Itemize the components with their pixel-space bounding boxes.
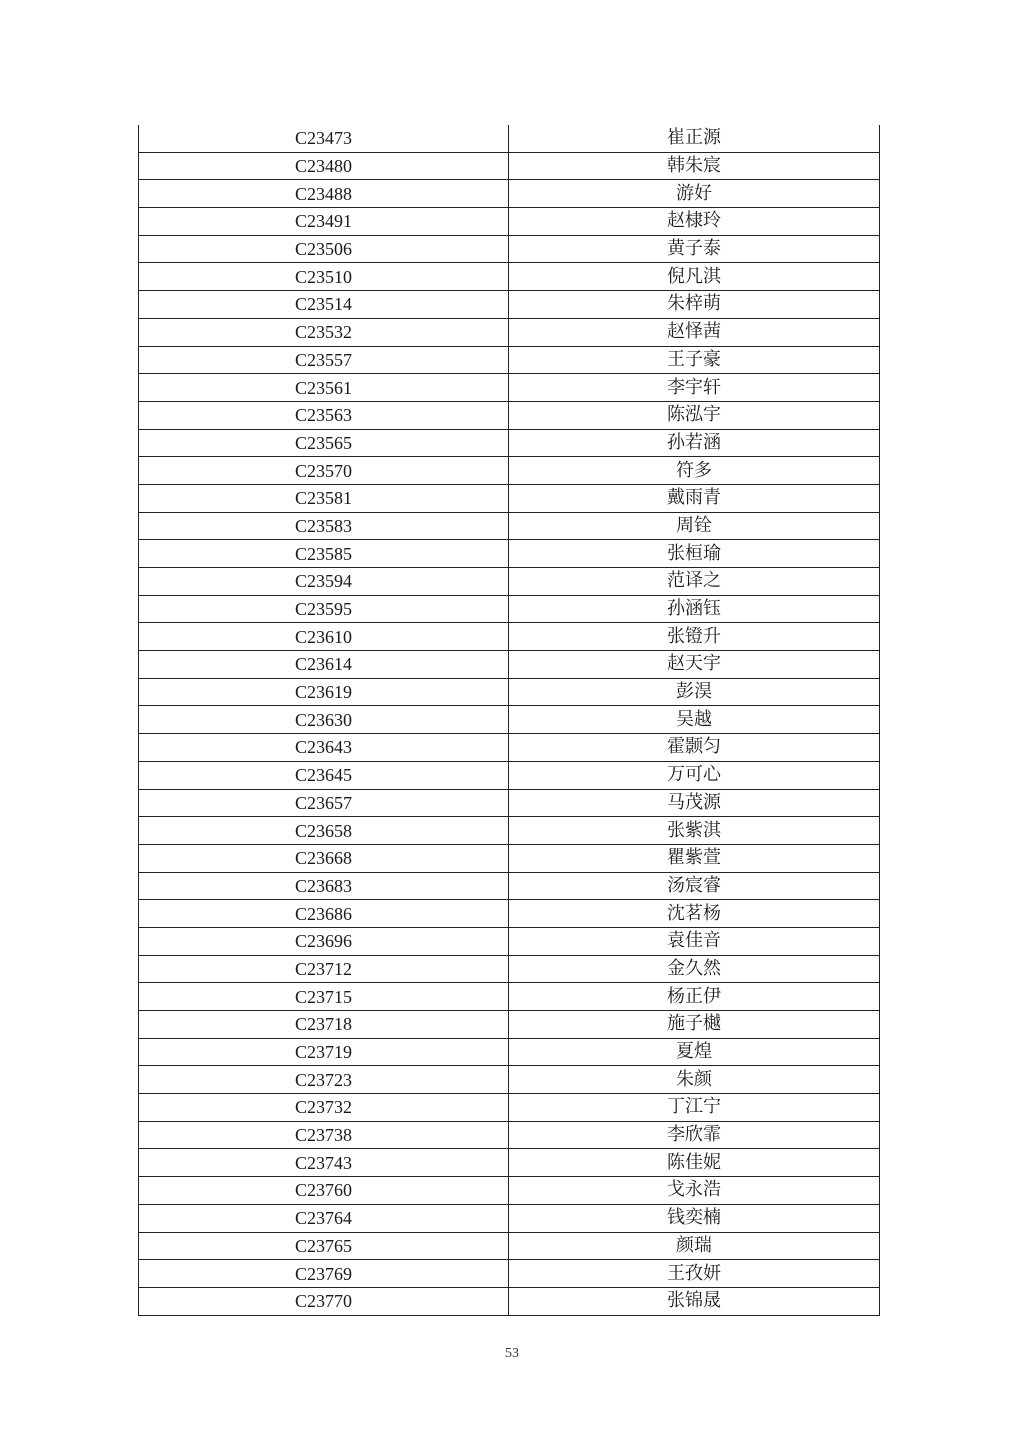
student-id-cell: C23718 [139, 1011, 509, 1039]
table-row [139, 789, 880, 817]
table-row [139, 484, 880, 512]
student-id-cell: C23765 [139, 1232, 509, 1260]
table-row [139, 983, 880, 1011]
student-name-cell: 朱梓萌 [509, 291, 880, 319]
table-row [139, 761, 880, 789]
roster-table-body [139, 125, 880, 1315]
table-row [139, 1094, 880, 1122]
student-name-cell: 赵天宇 [509, 651, 880, 679]
student-name-cell: 汤宸睿 [509, 872, 880, 900]
student-id-cell: C23732 [139, 1094, 509, 1122]
student-id-cell: C23595 [139, 595, 509, 623]
table-row [139, 346, 880, 374]
table-row [139, 152, 880, 180]
student-id-cell: C23488 [139, 180, 509, 208]
table-row [139, 374, 880, 402]
student-id-cell: C23480 [139, 152, 509, 180]
table-row [139, 955, 880, 983]
table-row [139, 844, 880, 872]
student-name-cell: 金久然 [509, 955, 880, 983]
table-row [139, 927, 880, 955]
student-name-cell: 孙若涵 [509, 429, 880, 457]
roster-table [138, 125, 880, 1316]
student-id-cell: C23769 [139, 1260, 509, 1288]
student-id-cell: C23668 [139, 844, 509, 872]
student-name-cell: 游好 [509, 180, 880, 208]
table-row [139, 125, 880, 152]
table-row [139, 1260, 880, 1288]
table-row [139, 623, 880, 651]
student-name-cell: 符多 [509, 457, 880, 485]
student-id-cell: C23643 [139, 734, 509, 762]
student-id-cell: C23764 [139, 1204, 509, 1232]
table-row [139, 291, 880, 319]
student-id-cell: C23563 [139, 401, 509, 429]
student-id-cell: C23658 [139, 817, 509, 845]
table-row [139, 1204, 880, 1232]
student-id-cell: C23532 [139, 318, 509, 346]
table-row [139, 706, 880, 734]
table-row [139, 1149, 880, 1177]
table-row [139, 1011, 880, 1039]
student-id-cell: C23614 [139, 651, 509, 679]
student-name-cell: 陈佳妮 [509, 1149, 880, 1177]
student-id-cell: C23491 [139, 208, 509, 236]
student-name-cell: 范译之 [509, 568, 880, 596]
table-row [139, 900, 880, 928]
student-name-cell: 张锦晟 [509, 1287, 880, 1315]
table-row [139, 429, 880, 457]
table-row [139, 872, 880, 900]
student-name-cell: 彭淏 [509, 678, 880, 706]
student-name-cell: 王子豪 [509, 346, 880, 374]
table-row [139, 734, 880, 762]
student-id-cell: C23585 [139, 540, 509, 568]
table-row [139, 318, 880, 346]
student-name-cell: 颜瑞 [509, 1232, 880, 1260]
student-id-cell: C23594 [139, 568, 509, 596]
student-id-cell: C23723 [139, 1066, 509, 1094]
table-row [139, 1038, 880, 1066]
table-row [139, 651, 880, 679]
student-name-cell: 杨正伊 [509, 983, 880, 1011]
student-name-cell: 张紫淇 [509, 817, 880, 845]
student-id-cell: C23510 [139, 263, 509, 291]
student-id-cell: C23506 [139, 235, 509, 263]
table-row [139, 1177, 880, 1205]
student-id-cell: C23770 [139, 1287, 509, 1315]
student-id-cell: C23686 [139, 900, 509, 928]
student-name-cell: 张桓瑜 [509, 540, 880, 568]
student-name-cell: 王孜妍 [509, 1260, 880, 1288]
table-row [139, 401, 880, 429]
student-name-cell: 丁江宁 [509, 1094, 880, 1122]
student-name-cell: 施子樾 [509, 1011, 880, 1039]
student-name-cell: 陈泓宇 [509, 401, 880, 429]
student-id-cell: C23583 [139, 512, 509, 540]
student-name-cell: 戴雨青 [509, 484, 880, 512]
table-row [139, 208, 880, 236]
student-id-cell: C23719 [139, 1038, 509, 1066]
student-name-cell: 李宇轩 [509, 374, 880, 402]
student-id-cell: C23696 [139, 927, 509, 955]
student-name-cell: 马茂源 [509, 789, 880, 817]
student-id-cell: C23619 [139, 678, 509, 706]
table-row [139, 1232, 880, 1260]
student-name-cell: 李欣霏 [509, 1121, 880, 1149]
student-id-cell: C23570 [139, 457, 509, 485]
student-name-cell: 周铨 [509, 512, 880, 540]
student-id-cell: C23565 [139, 429, 509, 457]
student-id-cell: C23657 [139, 789, 509, 817]
student-name-cell: 霍颢匀 [509, 734, 880, 762]
table-row [139, 568, 880, 596]
table-row [139, 263, 880, 291]
student-name-cell: 夏煌 [509, 1038, 880, 1066]
table-row [139, 512, 880, 540]
student-id-cell: C23561 [139, 374, 509, 402]
student-id-cell: C23760 [139, 1177, 509, 1205]
table-row [139, 1066, 880, 1094]
table-row [139, 1121, 880, 1149]
student-id-cell: C23557 [139, 346, 509, 374]
page-number: 53 [505, 1346, 519, 1361]
student-name-cell: 孙涵钰 [509, 595, 880, 623]
student-id-cell: C23610 [139, 623, 509, 651]
table-row [139, 235, 880, 263]
student-name-cell: 张镫升 [509, 623, 880, 651]
student-name-cell: 袁佳音 [509, 927, 880, 955]
table-row [139, 457, 880, 485]
student-id-cell: C23715 [139, 983, 509, 1011]
table-row [139, 595, 880, 623]
student-name-cell: 沈茗杨 [509, 900, 880, 928]
table-row [139, 1287, 880, 1315]
student-name-cell: 钱奕楠 [509, 1204, 880, 1232]
student-name-cell: 朱颜 [509, 1066, 880, 1094]
student-id-cell: C23473 [139, 125, 509, 152]
student-name-cell: 戈永浩 [509, 1177, 880, 1205]
student-name-cell: 黄子泰 [509, 235, 880, 263]
table-row [139, 180, 880, 208]
student-name-cell: 倪凡淇 [509, 263, 880, 291]
student-id-cell: C23514 [139, 291, 509, 319]
student-id-cell: C23743 [139, 1149, 509, 1177]
student-id-cell: C23738 [139, 1121, 509, 1149]
student-name-cell: 吴越 [509, 706, 880, 734]
student-id-cell: C23630 [139, 706, 509, 734]
table-row [139, 817, 880, 845]
student-id-cell: C23683 [139, 872, 509, 900]
student-name-cell: 韩朱宸 [509, 152, 880, 180]
student-name-cell: 崔正源 [509, 125, 880, 152]
table-row [139, 678, 880, 706]
student-name-cell: 赵怿茜 [509, 318, 880, 346]
student-name-cell: 万可心 [509, 761, 880, 789]
student-name-cell: 赵棣玲 [509, 208, 880, 236]
student-id-cell: C23645 [139, 761, 509, 789]
student-id-cell: C23581 [139, 484, 509, 512]
student-id-cell: C23712 [139, 955, 509, 983]
table-row [139, 540, 880, 568]
student-name-cell: 瞿紫萱 [509, 844, 880, 872]
